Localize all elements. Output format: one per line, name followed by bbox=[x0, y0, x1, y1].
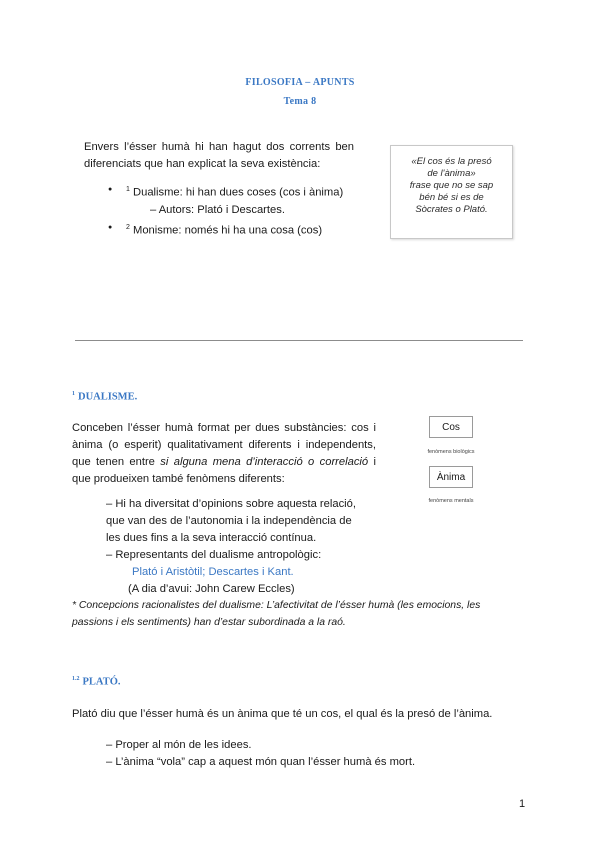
dualisme-text-end: i que produeixen també fenòmens diferents: bbox=[72, 456, 376, 485]
heading-text: DUALISME. bbox=[78, 391, 138, 403]
dualisme-text: Conceben l’ésser humà format per dues substàncies: cos i ànima (o esperit) qualitativament diferents i independents, que tenen entre bbox=[72, 422, 376, 468]
list-item-sub: – Autors: Plató i Descartes. bbox=[150, 203, 285, 216]
intro-list bbox=[108, 181, 378, 239]
footnote-marker: 2 bbox=[126, 223, 130, 231]
quote-line: frase que no se sap bbox=[409, 180, 494, 191]
anima-box: Ànima bbox=[429, 466, 473, 488]
quote-line: «El cos és la presó bbox=[411, 156, 492, 167]
representatives: Plató i Aristòtil; Descartes i Kant. bbox=[132, 566, 294, 578]
dash-line: – Hi ha diversitat d’opinions sobre aquesta relació, bbox=[106, 498, 356, 510]
heading-number: 1 bbox=[72, 391, 75, 397]
anima-caption: fenòmens mentals bbox=[428, 498, 474, 504]
today-note: (A dia d’avui: John Carew Eccles) bbox=[128, 583, 295, 595]
quote-line: bén bé si es de bbox=[419, 192, 484, 203]
dash-line: – L’ànima “vola” cap a aquest món quan l’ésser humà és mort. bbox=[106, 756, 416, 768]
list-item-text: Dualisme: hi han dues coses (cos i ànima) bbox=[133, 186, 344, 199]
rationalist-note: * Concepcions racionalistes del dualisme: L’afectivitat de l’ésser humà (les emocions, les passions i els sentiments) han d’estar subordinada a la raó. bbox=[72, 600, 481, 628]
footnote-marker: 1 bbox=[126, 186, 130, 193]
list-item-dualisme bbox=[108, 181, 378, 219]
quote-line: de l'ànima» bbox=[427, 168, 476, 179]
dualisme-italic: si alguna mena d’interacció o correlació bbox=[160, 456, 369, 468]
dash-line: que van des de l’autonomia i la independència de bbox=[106, 515, 352, 527]
dualisme-paragraph bbox=[72, 420, 376, 488]
plato-dashes bbox=[106, 737, 486, 771]
section-divider bbox=[75, 340, 523, 341]
dash-line: – Proper al món de les idees. bbox=[106, 739, 252, 751]
plato-paragraph: Plató diu que l’ésser humà és un ànima que té un cos, el qual és la presó de l’ànima. bbox=[72, 708, 493, 720]
dash-line: les dues fins a la seva interacció contínua. bbox=[106, 532, 317, 544]
dualisme-dashes bbox=[106, 496, 386, 598]
quote-line: Sòcrates o Plató. bbox=[415, 204, 488, 215]
document-title: FILOSOFIA – APUNTS bbox=[245, 77, 355, 88]
intro-paragraph: Envers l’ésser humà hi han hagut dos corrents ben diferenciats que han explicat la seva existència: bbox=[84, 141, 354, 170]
list-item-text: Monisme: només hi ha una cosa (cos) bbox=[133, 224, 323, 237]
plato-heading bbox=[72, 676, 121, 688]
dualisme-heading bbox=[72, 391, 137, 403]
document-subtitle: Tema 8 bbox=[283, 96, 317, 107]
cos-box: Cos bbox=[429, 416, 473, 438]
heading-text: PLATÓ. bbox=[82, 676, 121, 688]
heading-number: 1.2 bbox=[72, 676, 80, 682]
quote-box bbox=[390, 145, 513, 239]
cos-caption: fenòmens biològics bbox=[427, 449, 475, 455]
list-item-monisme bbox=[108, 219, 378, 240]
page-number: 1 bbox=[519, 798, 526, 810]
dash-line: – Representants del dualisme antropològic: bbox=[106, 549, 322, 561]
